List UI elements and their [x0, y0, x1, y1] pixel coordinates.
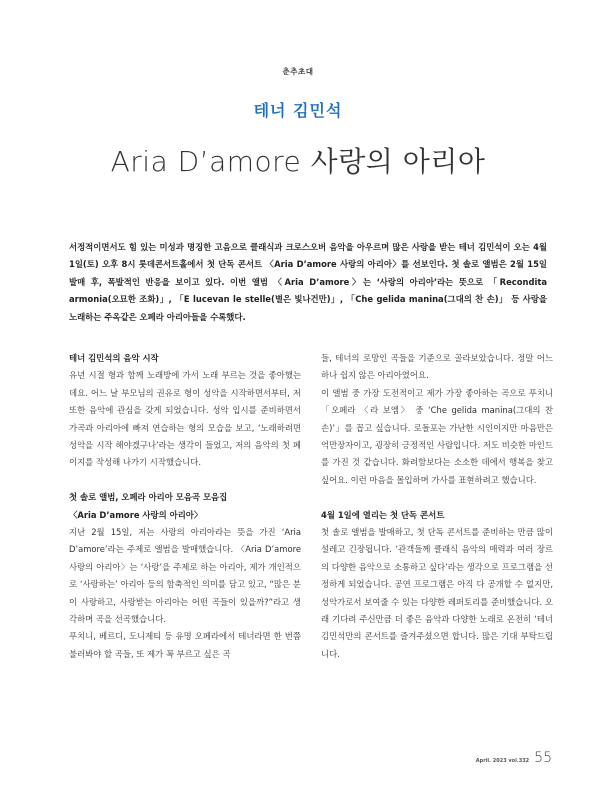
- paragraph: 푸치니, 베르디, 도니제티 등 유명 오페라에서 테너라면 한 번쯤 불러봐야 할 곡들, 또 제가 꼭 부르고 싶은 곡: [69, 631, 301, 659]
- article-title: Aria D’amore 사랑의 아리아: [110, 145, 486, 178]
- section-heading-album: 첫 솔로 앨범, 오페라 아리아 모음곡 모음집: [69, 492, 228, 503]
- section-tag: 춘추초대: [282, 67, 314, 76]
- artist-name: 테너 김민석: [253, 101, 343, 120]
- section-heading-concert: 4월 1일에 열리는 첫 단독 콘서트: [321, 509, 445, 520]
- paragraph: 유년 시절 형과 함께 노래방에 가서 노래 부르는 것을 좋아했는데요. 어느 날 부모님의 권유로 형이 성악을 시작하면서부터, 저 또한 음악에 관심을 갖게 되었습니다. 성악 입시를 준비하면서 가곡과 아리아에 빠져 연습하는 형의 모습을 보고, ‘노래하려면 성악을 시작 해야겠구나’라는 생각이 들었고, 저의 음악의 첫 페이지를 작성해 나가기 시작했습니다.: [69, 370, 301, 468]
- intro-paragraph: 서정적이면서도 힘 있는 미성과 명징한 고음으로 클래식과 크로스오버 음악을 아우르며 많은 사랑을 받는 테너 김민석이 오는 4월 1일(토) 오후 8시 롯데콘서트홀에서 첫 단독 콘서트 〈Aria D’amore 사랑의 아리아〉를 선보인다. 첫 솔로 앨범은 2월 15일 발매 후, 폭발적인 반응을 보이고 있다. 이번 앨범 〈Aria D’amore〉는 ‘사랑의 아리아’라는 뜻으로 「Recondita armonia(오묘한 조화)」, 「E lucevan le stelle(별은 빛나건만)」, 「Che gelida manina(그대의 찬 손)」 등 사랑을 노래하는 주옥같은 오페라 아리아들을 수록했다.: [69, 242, 547, 322]
- page-footer: [476, 750, 552, 766]
- paragraph: 첫 솔로 앨범을 발매하고, 첫 단독 콘서트를 준비하는 만큼 많이 설레고 긴장됩니다. ‘관객들께 클래식 음악의 매력과 여러 장르의 다양한 음악으로 소통하고 싶다’라는 생각으로 프로그램을 선정하게 되었습니다. 공연 프로그램은 아직 다 공개할 수 없지만, 성악가로서 보여줄 수 있는 다양한 레퍼토리를 준비했습니다. 오래 기다려 주신만큼 더 좋은 음악과 다양한 노래로 온전히 ‘테너 김민석만의 콘서트를 즐겨주셨으면 합니다. 많은 기대 부탁드립니다.: [321, 527, 553, 659]
- paragraph: 이 앨범 중 가장 도전적이고 제가 가장 좋아하는 곡으로 푸치니 「오페라 〈라 보엠〉 중 ‘Che gelida manina(그대의 찬 손)’」를 꼽고 싶습니다. 로돌포는 가난한 시인이지만 마음만은 억만장자이고, 굉장히 긍정적인 사람입니다. 저도 비슷한 마인드를 가진 것 같습니다. 화려함보다는 소소한 데에서 행복을 찾고 싶어요. 이런 마음을 몰입하며 가사를 표현하려고 했습니다.: [321, 387, 553, 485]
- section-subheading-album: 〈Aria D’amore 사랑의 아리아〉: [69, 509, 203, 520]
- left-column: [69, 350, 301, 663]
- page-number: 55: [534, 750, 552, 766]
- right-column: [321, 350, 553, 663]
- issue-label: April. 2023 vol.332: [475, 758, 530, 764]
- paragraph: 들, 테너의 로망인 곡들을 기준으로 골라보았습니다. 정말 어느 하나 쉽지 않은 아리아였어요.: [321, 353, 553, 381]
- section-heading-music-start: 테너 김민석의 음악 시작: [69, 353, 159, 363]
- paragraph: 지난 2월 15일, 저는 사랑의 아리아라는 뜻을 가진 ‘Aria D’amore’라는 주제로 앨범을 발매했습니다. 〈Aria D’amore 사랑의 아리아〉는 ‘사랑’을 주제로 하는 아리아, 제가 개인적으로 ‘사랑하는’ 아리아 등의 함축적인 의미를 담고 있고, “많은 분이 사랑하고, 사랑받는 아리아는 어떤 곡들이 있을까?”라고 생각하며 곡을 선곡했습니다.: [69, 527, 301, 625]
